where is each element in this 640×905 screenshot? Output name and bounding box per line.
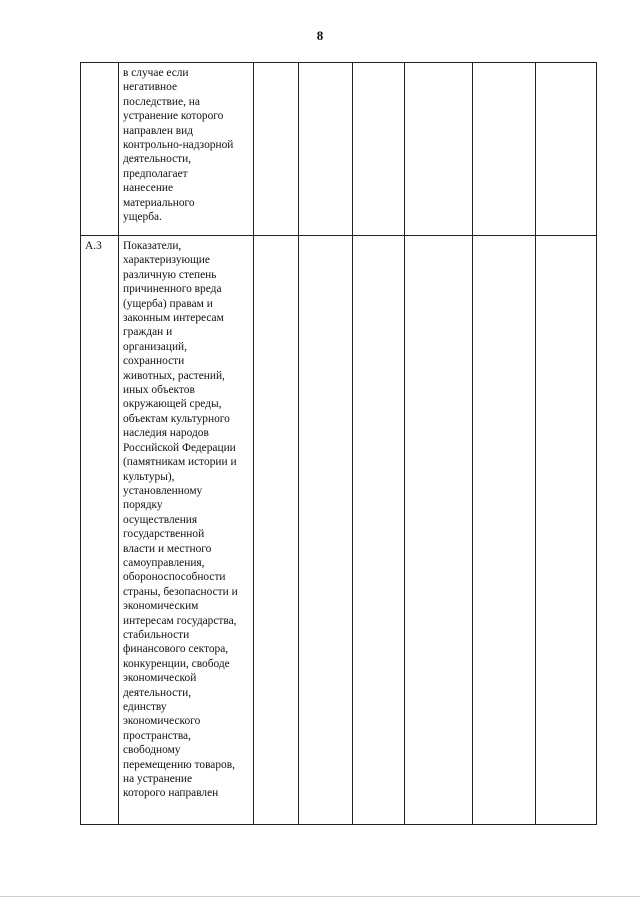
empty-cell [536,236,597,825]
page-bottom-rule [0,896,640,897]
empty-cell [473,236,536,825]
empty-cell [405,236,473,825]
table-row [81,236,597,825]
row-description-cell: Показатели, характеризующие различную степень причиненного вреда (ущерба) правам и законным интересам граждан и организаций, сохранности животных, растений, иных объектов окружающей среды, объектам культурного наследия народов Российской Федерации (памятникам истории и культуры), установленному порядку осуществления государственной власти и местного самоуправления, обороноспособности страны, безопасности и экономическим интересам государства, стабильности финансового сектора, конкуренции, свободе экономической деятельности, единству экономического пространства, свободному перемещению товаров, на устранение которого направлен [119,236,254,825]
criteria-table [80,62,597,825]
empty-cell [353,236,405,825]
empty-cell [405,63,473,236]
empty-cell [299,236,353,825]
empty-cell [299,63,353,236]
page-number: 8 [316,28,324,43]
empty-cell [254,63,299,236]
table-row [81,63,597,236]
row-code-cell: А.3 [81,236,119,825]
empty-cell [536,63,597,236]
empty-cell [353,63,405,236]
row-code-cell [81,63,119,236]
empty-cell [473,63,536,236]
row-description-cell: в случае если негативное последствие, на устранение которого направлен вид контрольно-надзорной деятельности, предполагает нанесение материального ущерба. [119,63,254,236]
empty-cell [254,236,299,825]
